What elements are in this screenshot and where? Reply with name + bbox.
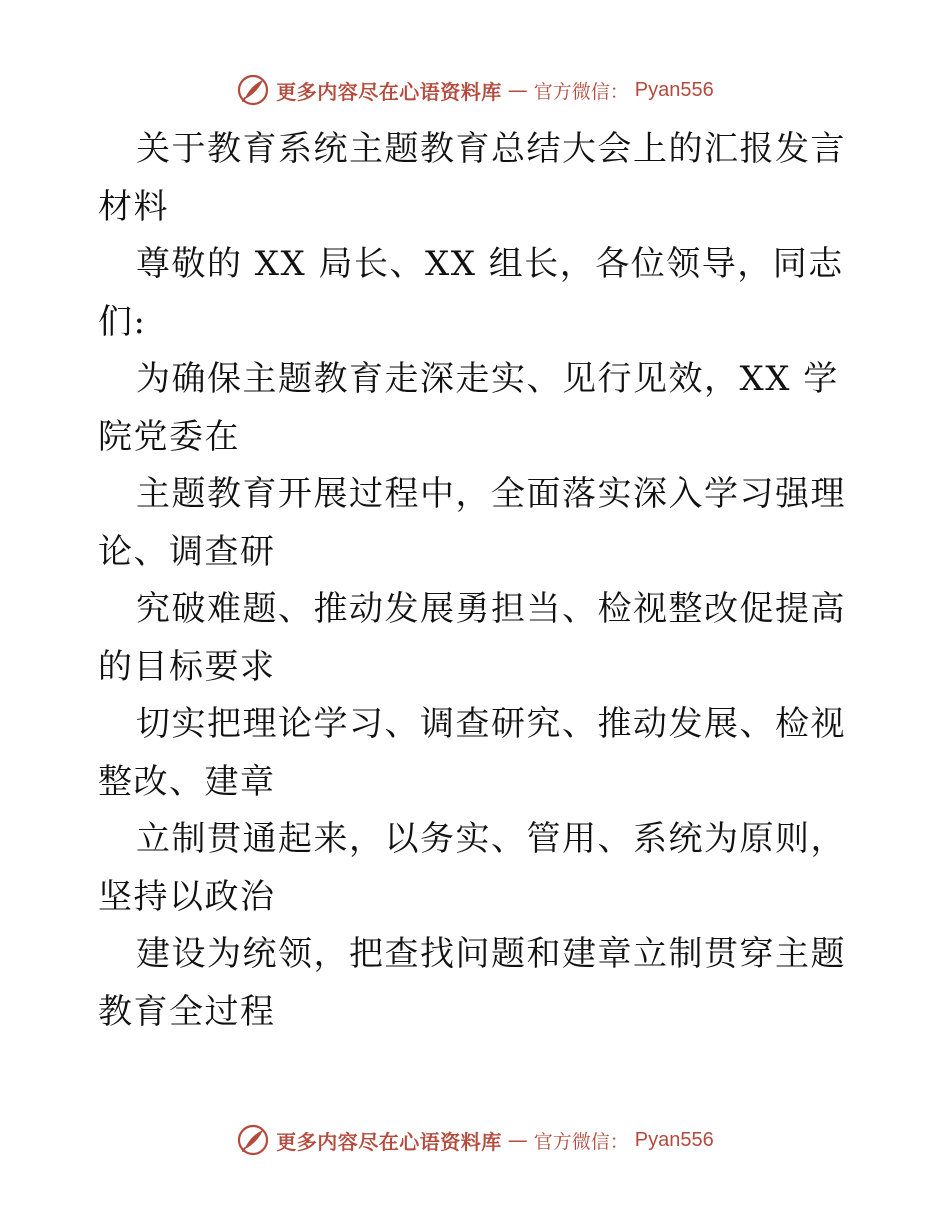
body-paragraph: 建设为统领，把查找问题和建章立制贯穿主题教育全过程 [98,934,846,1032]
document-title: 关于教育系统主题教育总结大会上的汇报发言材料 [98,129,846,227]
document-body [98,121,858,1041]
footer-wechat-id: Pyan556 [634,1128,714,1151]
quill-pen-logo-icon [236,73,270,107]
body-paragraph: 立制贯通起来，以务实、管用、系统为原则，坚持以政治 [98,819,846,917]
body-paragraph: 究破难题、推动发展勇担当、检视整改促提高的目标要求 [98,589,846,687]
header-banner [0,70,950,110]
footer-separator: — [507,1128,528,1152]
footer-site-text: 更多内容尽在心语资料库 [276,1129,502,1154]
body-paragraph: 为确保主题教育走深走实、见行见效，XX 学院党委在 [98,359,839,457]
footer-wechat-label: 官方微信： [533,1130,629,1153]
header-site-text: 更多内容尽在心语资料库 [276,79,502,104]
body-paragraph: 切实把理论学习、调查研究、推动发展、检视整改、建章 [98,704,846,802]
quill-pen-logo-icon [236,1123,270,1157]
header-wechat-label: 官方微信： [533,80,629,103]
header-separator: — [507,78,528,102]
body-paragraph: 主题教育开展过程中，全面落实深入学习强理论、调查研 [98,474,846,572]
salutation: 尊敬的 XX 局长、XX 组长，各位领导，同志们: [98,244,844,342]
footer-banner [0,1120,950,1160]
header-wechat-id: Pyan556 [634,78,714,101]
